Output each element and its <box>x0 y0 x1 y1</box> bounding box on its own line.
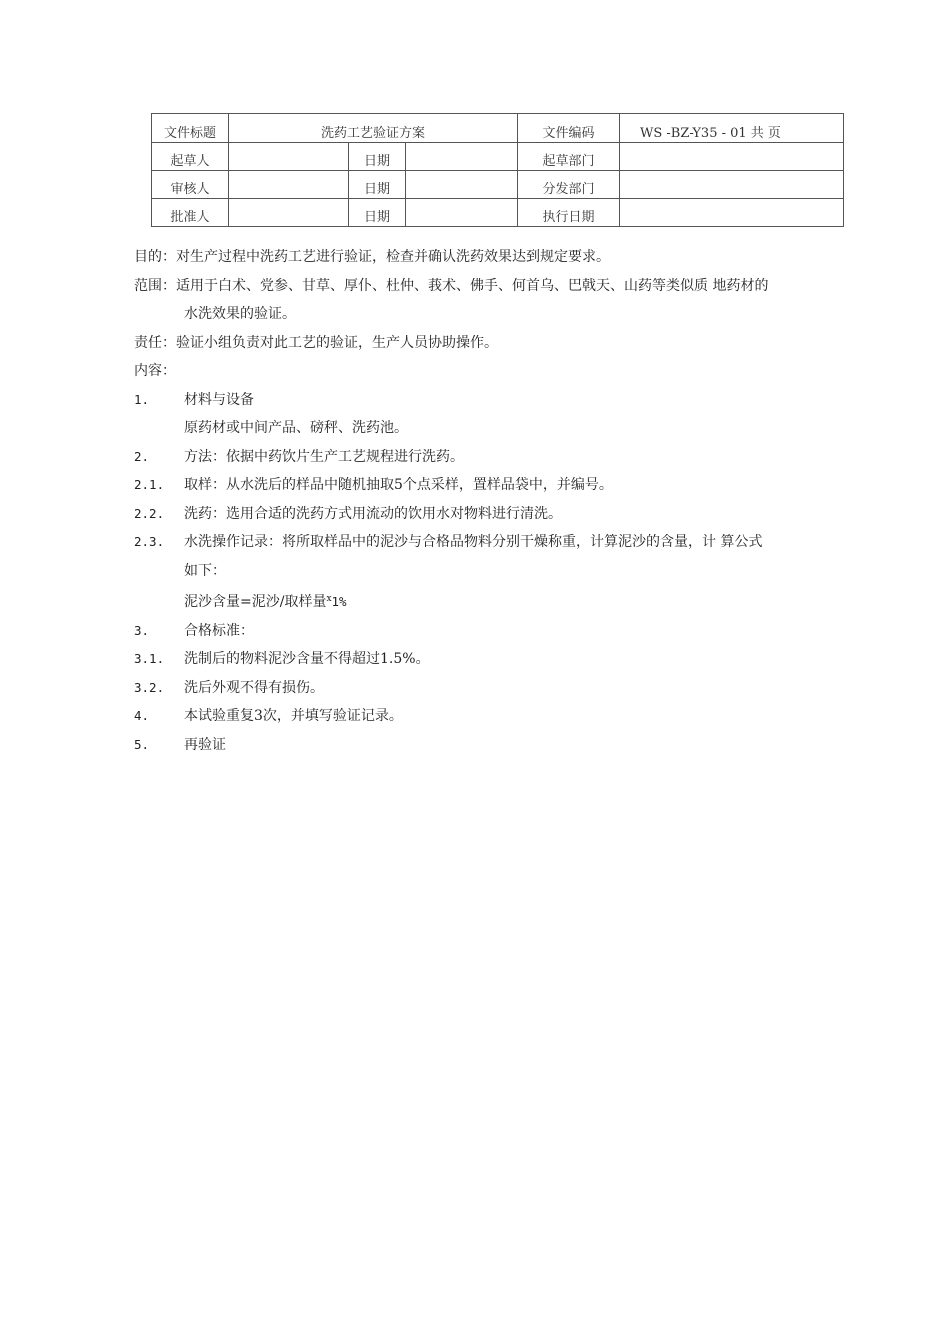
item-text: 本试验重复3次，并填写验证记录。 <box>184 708 403 724</box>
header-row-reviewer <box>152 171 844 199</box>
item-number: 5. <box>134 736 150 752</box>
item-text: 洗制后的物料泥沙含量不得超过1.5%。 <box>184 651 430 667</box>
item-text: 取样：从水洗后的样品中随机抽取5个点采样，置样品袋中，并编号。 <box>184 477 613 493</box>
value-draft-dept <box>620 143 844 171</box>
item-text: 洗药：选用合适的洗药方式用流动的饮用水对物料进行清洗。 <box>184 505 562 522</box>
item-number: 1. <box>134 391 150 407</box>
purpose-paragraph: 目的：对生产过程中洗药工艺进行验证，检查并确认洗药效果达到规定要求。 <box>134 249 610 265</box>
formula <box>134 585 874 617</box>
list-item <box>134 557 874 586</box>
value-draft-date <box>406 143 518 171</box>
label-distribution-dept: 分发部门 <box>518 171 620 199</box>
item-number: 3.2. <box>134 679 165 695</box>
header-row-drafter <box>152 143 844 171</box>
item-number: 2.1. <box>134 477 165 492</box>
list-item <box>134 443 874 472</box>
label-approver: 批准人 <box>152 199 229 227</box>
content-heading: 内容： <box>134 363 176 379</box>
item-number: 3. <box>134 622 150 638</box>
formula-percent: 1% <box>331 594 347 609</box>
list-item <box>134 528 874 557</box>
list-item <box>134 414 874 443</box>
item-text: 如下： <box>184 562 226 579</box>
formula-text: 泥沙含量=泥沙/取样量 <box>184 594 327 610</box>
scope-paragraph-line1: 范围：适用于白术、党参、甘草、厚仆、杜仲、莪术、佛手、何首乌、巴戟天、山药等类似质 地药材的 <box>134 277 769 294</box>
label-effective-date: 执行日期 <box>518 199 620 227</box>
item-text: 材料与设备 <box>184 391 254 408</box>
value-doc-code: WS -BZ-Y35 - 01 共 页 <box>620 114 844 143</box>
scope-paragraph-line2: 水洗效果的验证。 <box>184 306 296 322</box>
document-body <box>134 243 874 759</box>
list-item <box>134 731 874 760</box>
item-number: 2. <box>134 448 150 464</box>
item-text: 再验证 <box>184 736 226 753</box>
item-number: 4. <box>134 708 150 723</box>
value-review-date <box>406 171 518 199</box>
item-text: 洗后外观不得有损伤。 <box>184 679 324 696</box>
item-text: 方法：依据中药饮片生产工艺规程进行洗药。 <box>184 448 464 465</box>
item-text: 水洗操作记录：将所取样品中的泥沙与合格品物料分别干燥称重，计算泥沙的含量，计 算公式 <box>184 534 763 550</box>
list-item <box>134 500 874 529</box>
label-doc-code: 文件编码 <box>518 114 620 143</box>
header-row-approver <box>152 199 844 227</box>
list-item <box>134 702 874 731</box>
list-item <box>134 617 874 646</box>
label-draft-dept: 起草部门 <box>518 143 620 171</box>
header-row-title <box>152 114 844 143</box>
list-item <box>134 645 874 674</box>
value-approve-date <box>406 199 518 227</box>
value-effective-date <box>620 199 844 227</box>
list-item <box>134 674 874 703</box>
label-doc-title: 文件标题 <box>152 114 229 143</box>
value-approver <box>229 199 349 227</box>
value-reviewer <box>229 171 349 199</box>
list-item <box>134 386 874 415</box>
formula-multiply-sign: x <box>326 594 332 604</box>
value-doc-title: 洗药工艺验证方案 <box>229 114 518 143</box>
value-drafter <box>229 143 349 171</box>
label-reviewer: 审核人 <box>152 171 229 199</box>
item-number: 2.3. <box>134 534 165 549</box>
list-item <box>134 471 874 500</box>
label-draft-date: 日期 <box>349 143 406 171</box>
item-number: 2.2. <box>134 505 165 521</box>
item-text: 原药材或中间产品、磅秤、洗药池。 <box>184 420 408 436</box>
item-text: 合格标准： <box>184 622 254 639</box>
item-number: 3.1. <box>134 651 165 666</box>
responsibility-paragraph: 责任：验证小组负责对此工艺的验证，生产人员协助操作。 <box>134 334 498 351</box>
label-approve-date: 日期 <box>349 199 406 227</box>
label-drafter: 起草人 <box>152 143 229 171</box>
value-distribution-dept <box>620 171 844 199</box>
document-header-table <box>151 113 844 227</box>
label-review-date: 日期 <box>349 171 406 199</box>
